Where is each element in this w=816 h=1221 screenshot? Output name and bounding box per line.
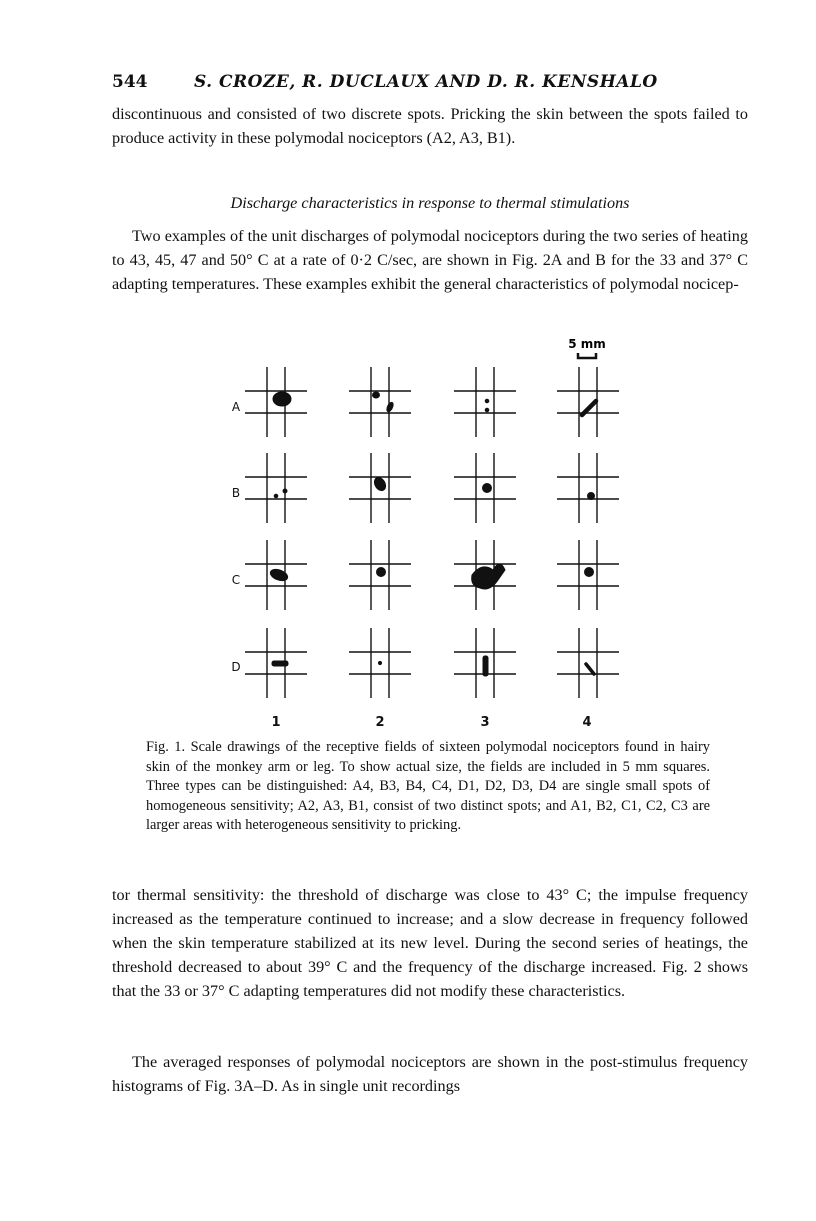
- paragraph-4-text: The averaged responses of polymodal nociceptors are shown in the post-stimulus frequency histograms of Fig. 3A–D. As in single unit recordings: [112, 1053, 748, 1095]
- grid-b1: [245, 453, 307, 523]
- receptive-field-grid: [200, 330, 640, 735]
- grid-d4: [557, 628, 619, 698]
- field-a1: [273, 392, 291, 406]
- figure-1: [200, 330, 640, 735]
- paragraph-1-text: discontinuous and consisted of two discrete spots. Pricking the skin between the spots failed to produce activity in these polymodal nociceptors (A2, A3, B1).: [112, 105, 748, 147]
- paragraph-2-text: Two examples of the unit discharges of polymodal nociceptors during the two series of heating to 43, 45, 47 and 50° C at a rate of 0·2 C/sec, are shown in Fig. 2A and B for the 33 and 37° C adapting temperatures. These examples exhibit the general characteristics of polymodal nocicep-: [112, 227, 748, 293]
- field-d1: [272, 661, 288, 666]
- field-b1-spot2: [283, 489, 287, 493]
- field-c4: [585, 568, 594, 577]
- field-b3: [483, 484, 492, 493]
- grid-a2: [349, 367, 411, 437]
- scale-bar-label: 5 mm: [568, 337, 606, 351]
- col-label-2: 2: [375, 715, 385, 730]
- col-label-3: 3: [480, 715, 490, 730]
- paragraph-3: [112, 883, 748, 1003]
- field-d3: [483, 656, 488, 676]
- page-number: 544: [112, 72, 148, 92]
- field-a3-spot2: [485, 408, 489, 412]
- paragraph-2: [112, 224, 748, 296]
- paragraph-3-text: tor thermal sensitivity: the threshold of discharge was close to 43° C; the impulse frequency increased as the temperature continued to increase; and a slow decrease in frequency followed when the skin temperature stabilized at its new level. During the second series of heatings, the threshold decreased to about 39° C and the frequency of the discharge increased. Fig. 2 shows that the 33 or 37° C adapting temperatures did not modify these characteristics.: [112, 886, 748, 1000]
- grid-a4: [557, 367, 619, 437]
- figure-caption: [146, 738, 710, 836]
- field-b2: [372, 475, 388, 492]
- col-label-1: 1: [271, 715, 281, 730]
- field-d2: [378, 661, 381, 664]
- row-label-b: B: [231, 486, 241, 500]
- figure-caption-text: Fig. 1. Scale drawings of the receptive fields of sixteen polymodal nociceptors found in hairy skin of the monkey arm or leg. To show actual size, the fields are included in 5 mm squares. Three types can be distinguished: A4, B3, B4, C4, D1, D2, D3, D4 are single small spots of homogeneous sensitivity; A2, A3, B1, consist of two distinct spots; and A1, B2, C1, C2, C3 are larger areas with heterogeneous sensitivity to pricking.: [146, 739, 710, 833]
- section-heading: Discharge characteristics in response to thermal stimulations: [230, 194, 630, 212]
- field-b1-spot1: [274, 494, 278, 498]
- field-a2-spot2: [386, 401, 395, 412]
- running-head-authors: S. CROZE, R. DUCLAUX AND D. R. KENSHALO: [194, 72, 658, 92]
- field-c1: [269, 567, 289, 583]
- row-label-a: A: [231, 400, 241, 414]
- row-label-c: C: [231, 573, 241, 587]
- col-label-4: 4: [582, 715, 592, 730]
- field-b4: [588, 493, 595, 500]
- scale-bar-mark: [578, 353, 596, 358]
- paragraph-continuation: [112, 102, 748, 150]
- field-a3-spot1: [485, 399, 489, 403]
- running-header: [112, 72, 752, 98]
- field-c2: [377, 568, 386, 577]
- paragraph-4: [112, 1050, 748, 1098]
- row-label-d: D: [231, 660, 241, 674]
- grid-b4: [557, 453, 619, 523]
- field-d4: [586, 664, 594, 674]
- scale-bar: [568, 337, 606, 358]
- field-a2-spot1: [373, 392, 380, 398]
